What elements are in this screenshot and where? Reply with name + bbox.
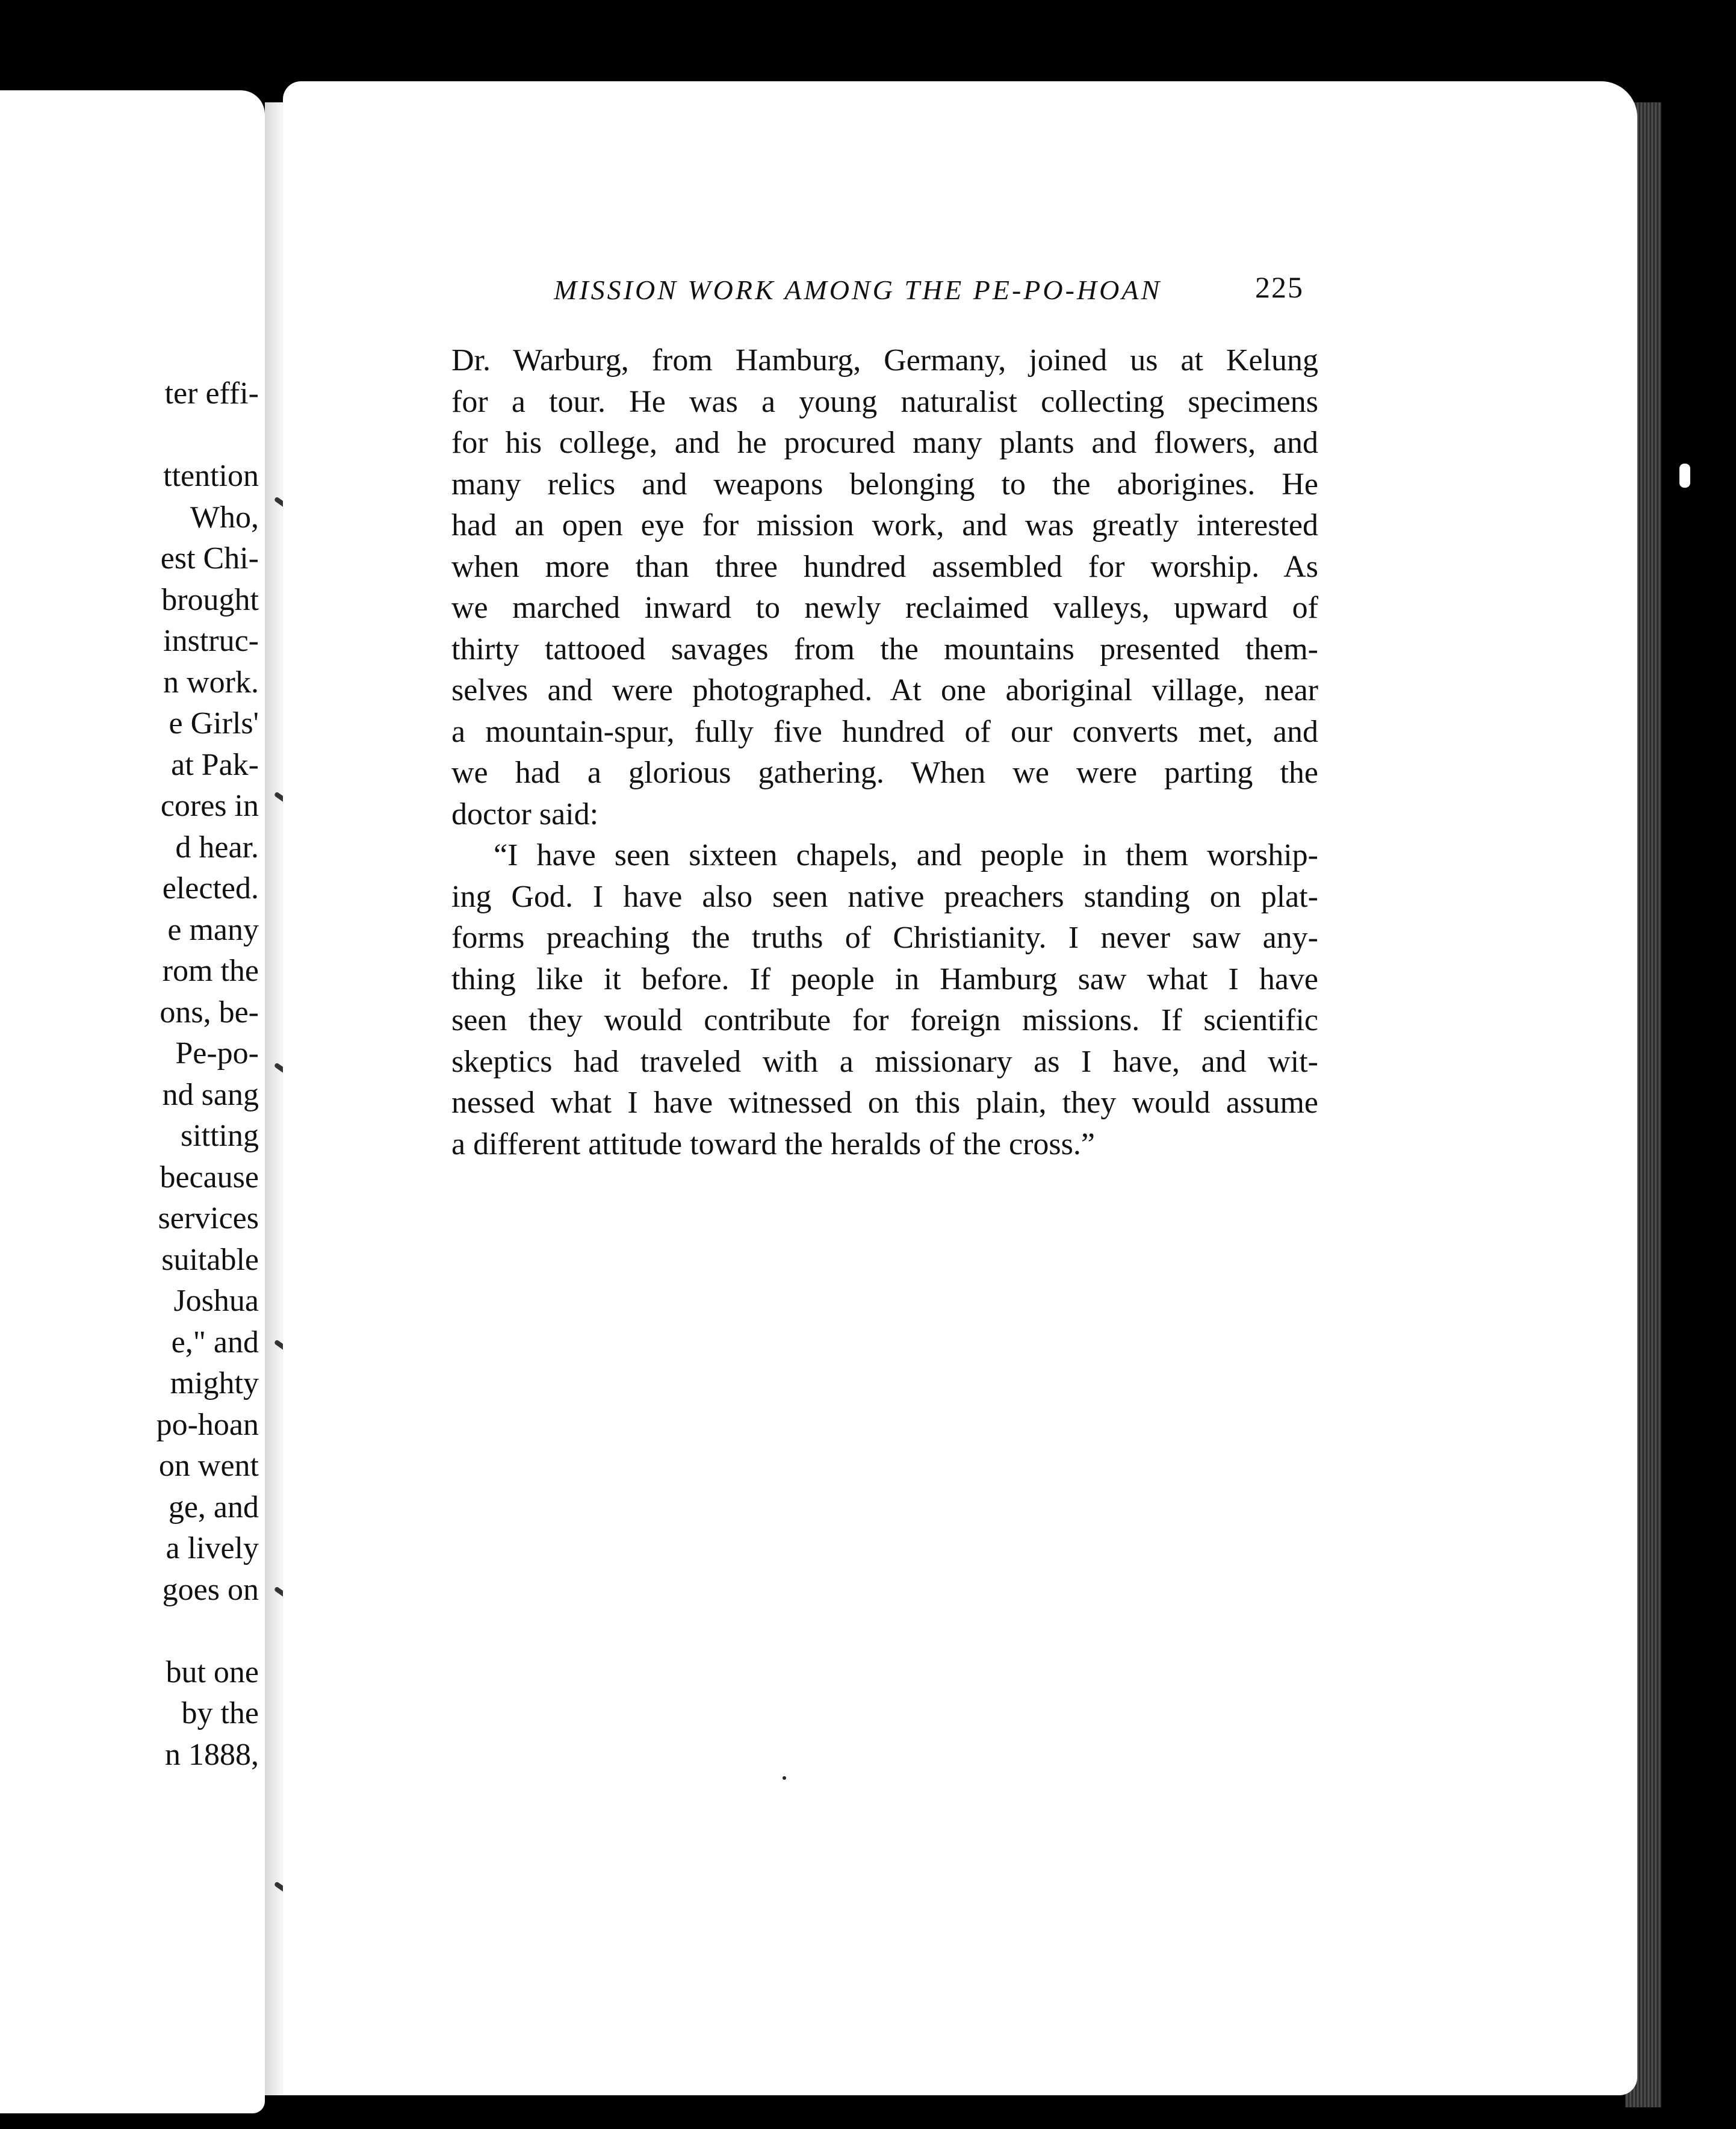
- text-line: forms preaching the truths of Christianity. I never saw any-: [451, 921, 1318, 955]
- facing-line: e Girls': [169, 706, 259, 741]
- facing-line: [6, 415, 259, 456]
- facing-line: Pe-po-: [175, 1036, 259, 1071]
- facing-line: but one: [166, 1655, 259, 1689]
- facing-line: a lively: [166, 1531, 259, 1565]
- facing-line: ons, be-: [160, 995, 259, 1030]
- facing-line: ter effi-: [164, 376, 259, 411]
- text-line: when more than three hundred assembled for worship. As: [451, 549, 1318, 584]
- facing-line: brought: [161, 582, 259, 617]
- facing-line: n 1888,: [165, 1737, 259, 1772]
- text-line: “I have seen sixteen chapels, and people in them worship-: [494, 838, 1318, 872]
- facing-line: at Pak-: [171, 747, 259, 782]
- text-line: skeptics had traveled with a missionary as I have, and wit-: [451, 1044, 1318, 1079]
- facing-line: nd sang: [162, 1077, 259, 1112]
- text-line: many relics and weapons belonging to the aborigines. He: [451, 467, 1318, 502]
- facing-line: because: [160, 1160, 259, 1195]
- facing-page-text: [6, 373, 259, 1776]
- text-line: for his college, and he procured many plants and flowers, and: [451, 426, 1318, 460]
- facing-line: ttention: [163, 459, 259, 493]
- facing-line: est Chi-: [160, 541, 259, 576]
- scan-speck: [1679, 464, 1690, 488]
- facing-line: n work.: [163, 665, 259, 700]
- facing-line: on went: [158, 1449, 259, 1483]
- scan-speck: [783, 1776, 786, 1780]
- text-line: ing God. I have also seen native preachers standing on plat-: [451, 879, 1318, 914]
- text-line: thing like it before. If people in Hamburg saw what I have: [451, 962, 1318, 996]
- facing-line: [6, 1611, 259, 1652]
- text-line: selves and were photographed. At one aboriginal village, near: [451, 673, 1318, 707]
- facing-line: rom the: [162, 954, 259, 988]
- text-line: doctor said:: [451, 797, 599, 831]
- text-line: thirty tattooed savages from the mountains presented them-: [451, 632, 1318, 667]
- text-line: we had a glorious gathering. When we were parting the: [451, 756, 1318, 790]
- facing-line: instruc-: [163, 624, 259, 658]
- facing-line: d hear.: [175, 830, 259, 865]
- facing-line: by the: [181, 1696, 259, 1730]
- facing-line: e," and: [171, 1325, 259, 1360]
- text-line: we marched inward to newly reclaimed valleys, upward of: [451, 591, 1318, 625]
- facing-line: sitting: [180, 1119, 259, 1153]
- text-line: seen they would contribute for foreign missions. If scientific: [451, 1003, 1318, 1037]
- facing-line: cores in: [160, 789, 259, 823]
- facing-line: ge, and: [168, 1490, 259, 1524]
- text-line: Dr. Warburg, from Hamburg, Germany, joined us at Kelung: [451, 343, 1318, 378]
- text-line: a mountain-spur, fully five hundred of our converts met, and: [451, 714, 1318, 749]
- text-line: had an open eye for mission work, and was greatly interested: [451, 508, 1318, 542]
- facing-line: e many: [167, 912, 259, 947]
- facing-page: [0, 90, 265, 2113]
- facing-line: mighty: [170, 1366, 259, 1400]
- text-line: nessed what I have witnessed on this plain, they would assume: [451, 1086, 1318, 1120]
- body-text: [451, 340, 1318, 1165]
- text-line: for a tour. He was a young naturalist collecting specimens: [451, 384, 1318, 419]
- page-number: 225: [1255, 270, 1304, 304]
- text-line: a different attitude toward the heralds of the cross.”: [451, 1127, 1095, 1161]
- facing-line: Who,: [190, 500, 259, 535]
- facing-line: Joshua: [173, 1284, 259, 1318]
- facing-line: po-hoan: [156, 1407, 259, 1442]
- running-head: MISSION WORK AMONG THE PE-PO-HOAN: [554, 275, 1162, 305]
- facing-line: goes on: [162, 1572, 259, 1607]
- facing-line: elected.: [162, 871, 259, 906]
- facing-line: suitable: [161, 1242, 259, 1277]
- facing-line: services: [158, 1201, 259, 1235]
